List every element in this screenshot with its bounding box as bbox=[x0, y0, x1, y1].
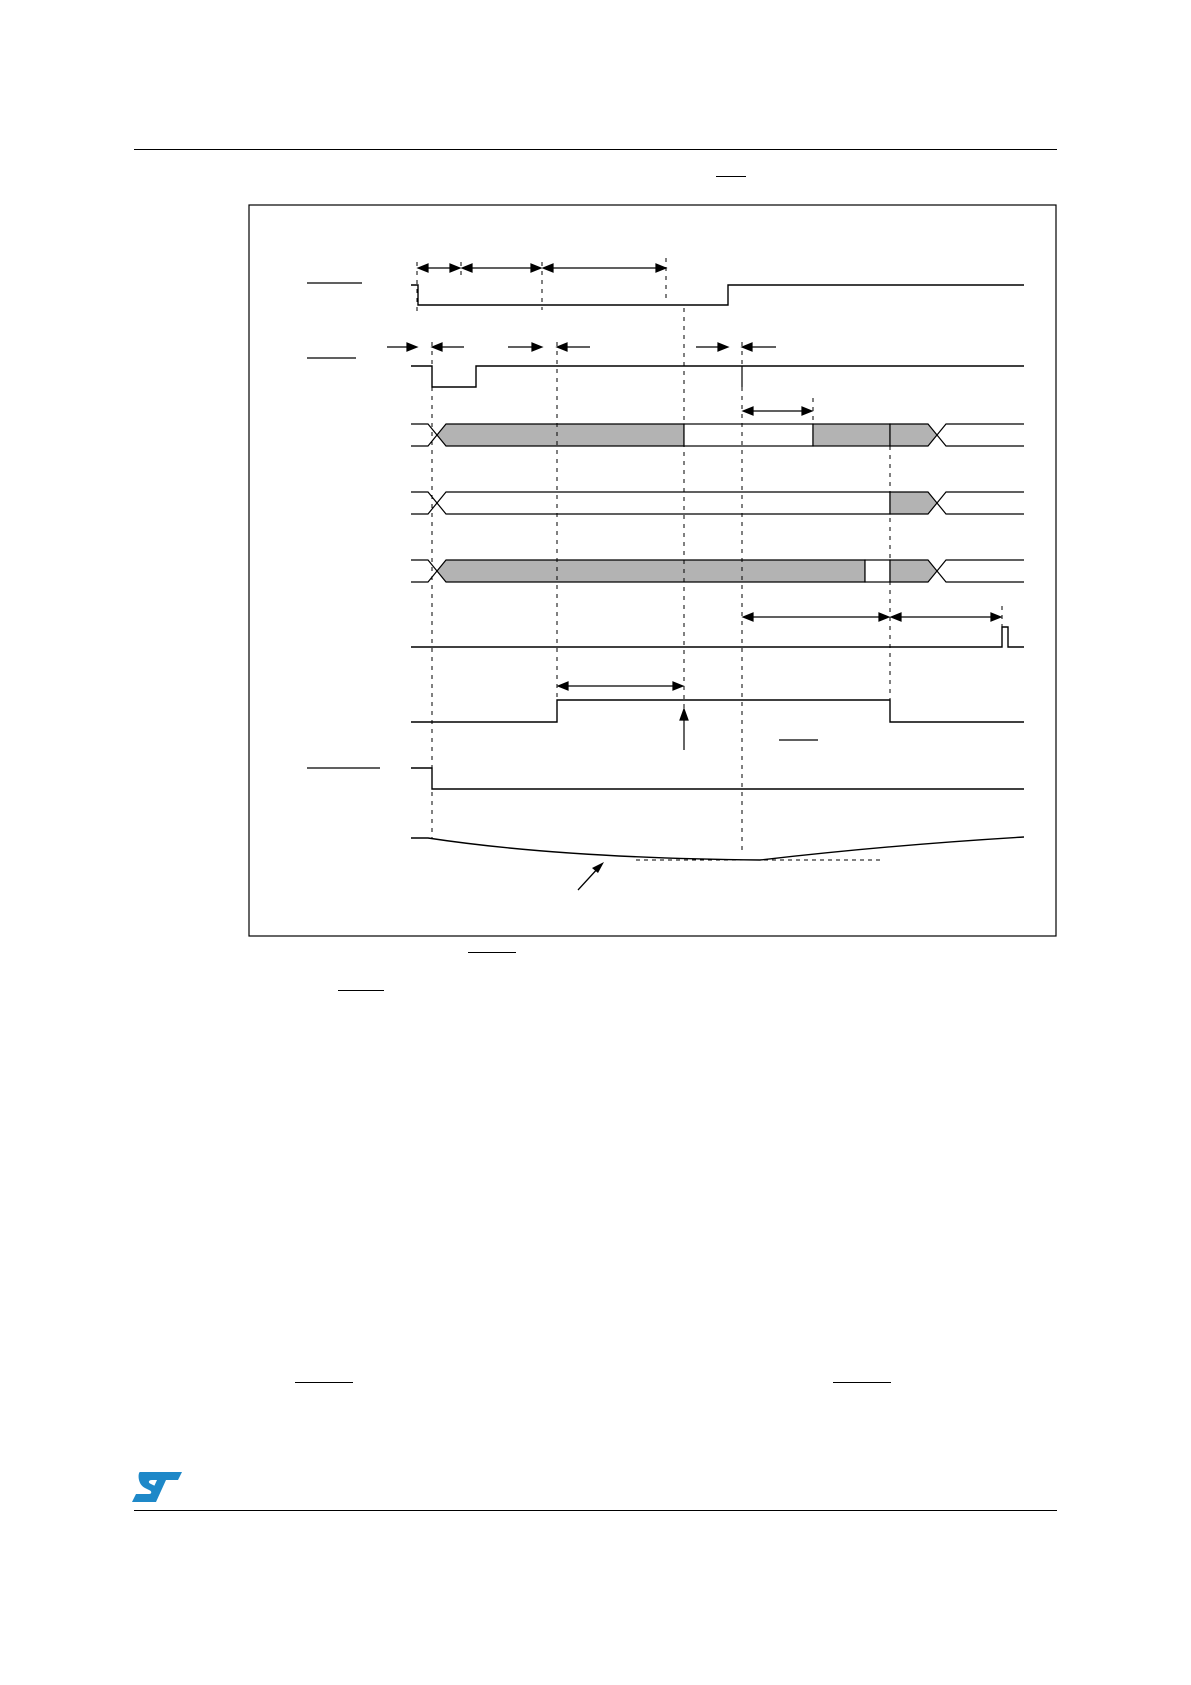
waveform-8 bbox=[411, 768, 1024, 789]
bus-3-open bbox=[865, 560, 890, 582]
bus-1-shaded-c bbox=[890, 424, 937, 446]
bus-2 bbox=[411, 492, 1024, 514]
waveform-7 bbox=[411, 700, 1024, 722]
waveform-6 bbox=[411, 627, 1024, 647]
bus-1-open bbox=[684, 424, 813, 446]
bus-2-shaded bbox=[890, 492, 937, 514]
bus-3 bbox=[411, 560, 1024, 582]
bus-1-shaded-b bbox=[813, 424, 890, 446]
bus-1-shaded-a bbox=[437, 424, 684, 446]
waveform-1 bbox=[411, 285, 1024, 305]
bus-3-shaded-a bbox=[437, 560, 865, 582]
bus-3-shaded-b bbox=[890, 560, 937, 582]
waveform-9 bbox=[411, 837, 1024, 860]
st-logo bbox=[132, 1472, 182, 1502]
bus-1 bbox=[411, 424, 1024, 446]
bus-2-open bbox=[437, 492, 890, 514]
waveform-2 bbox=[411, 366, 1024, 387]
curve-pointer-arrowhead bbox=[592, 862, 604, 873]
